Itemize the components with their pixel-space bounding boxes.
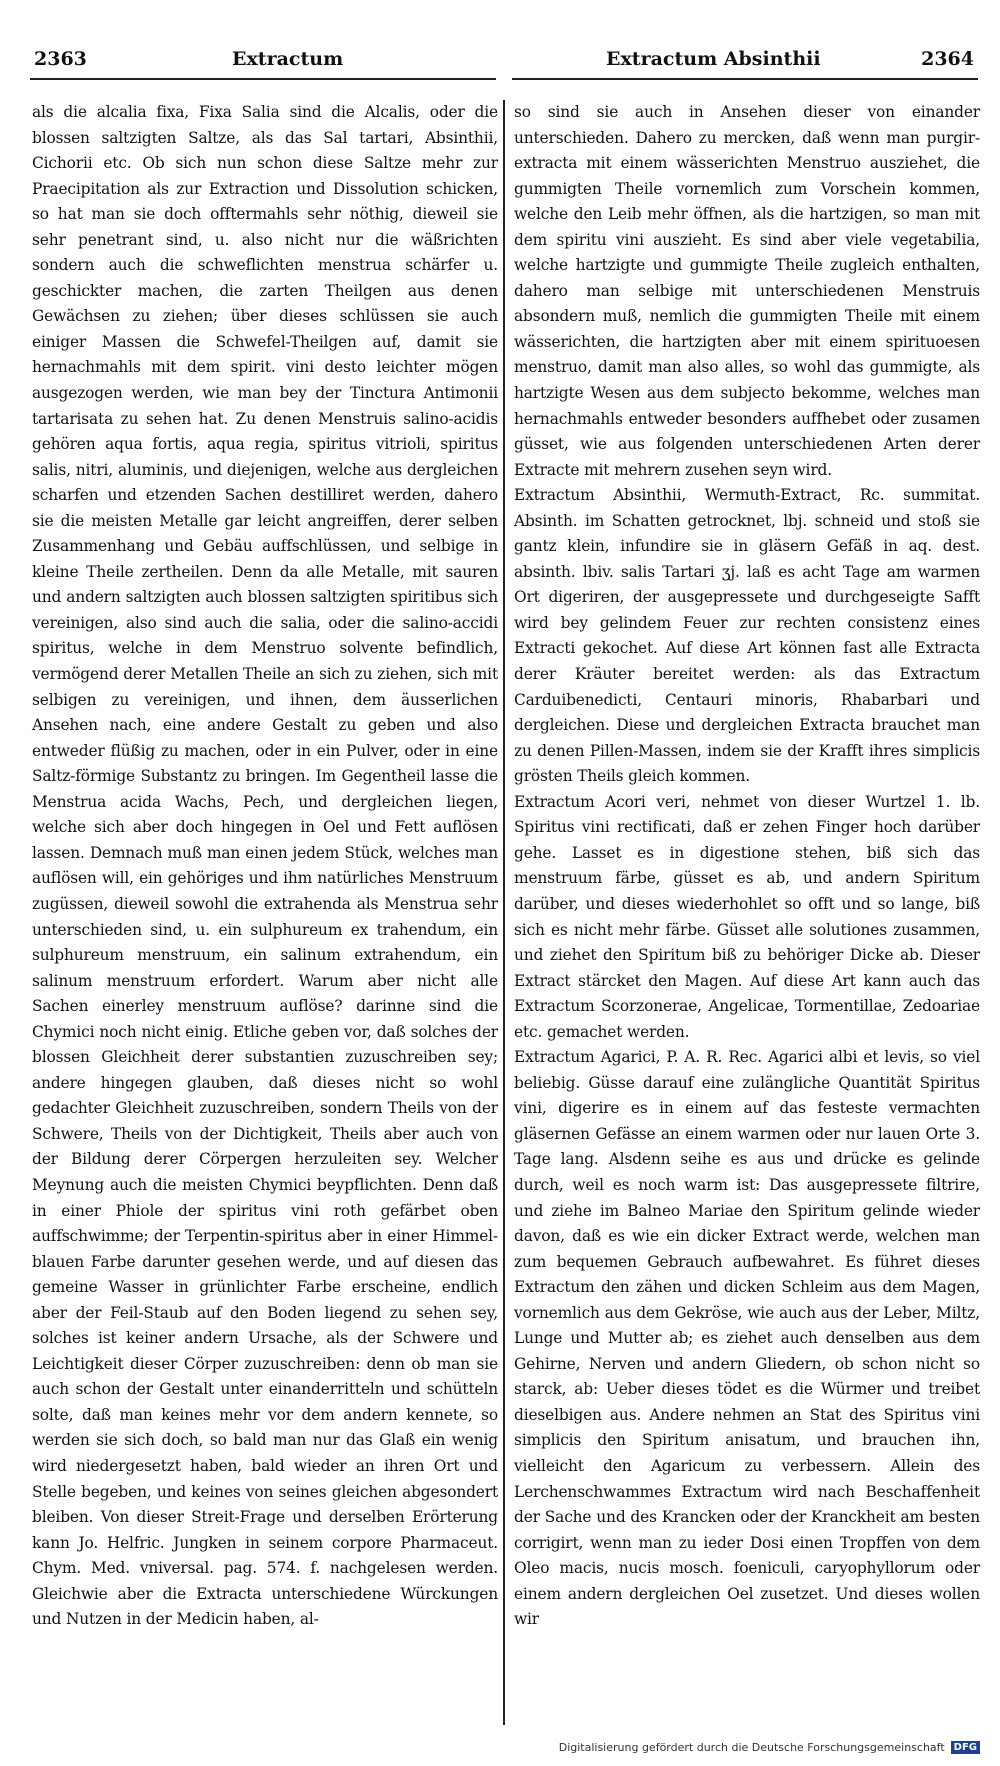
right-paragraph-agarici: Extractum Agarici, P. A. R. Rec. Agarici albi et levis, so viel beliebig. Güsse darauf eine zulängliche Quantität Spiritus vini, digerire es in einem auf das festeste vermachten gläsernen Gefässe an einem warmen oder nur lauen Orte 3. Tage lang. Alsdenn seihe es aus und drücke es gelinde durch, weil es noch warm ist: Das ausgepressete filtrire, und ziehe im Balneo Mariae den Spiritum gelinde wieder davon, daß es wie ein dicker Extract werde, welchen man zum bequemen Gebrauch aufbewahret. Es führet dieses Extractum den zähen und dicken Schleim aus dem Magen, vornemlich aus dem Gekröse, wie auch aus der Leber, Miltz, Lunge und Mutter ab; es ziehet auch denselben aus dem Gehirne, Nerven und andern Gliedern, ob schon nicht so starck, ab: Ueber dieses tödet es die Würmer und treibet dieselbigen aus. Andere nehmen an Stat des Spiritus vini simplicis den Spiritum anisatum, und brauchen ihn, vielleicht den Agaricum zu verbessern. Allein des Lerchenschwammes Extractum wird nach Beschaffenheit der Sache und des Krancken oder der Kranckheit am besten corrigirt, wenn man zu ieder Dosi einen Tropffen von dem Oleo macis, nucis mosch. foeniculi, caryophyllorum oder einem andern dergleichen Oel zusetzet. Und dieses wollen wir (514, 1048, 980, 1629)
right-paragraph-absinthii: Extractum Absinthii, Wermuth-Extract, Rc. summitat. Absinth. im Schatten getrocknet, lbj. schneid und stoß sie gantz klein, infundire sie in gläsern Gefäß in aq. dest. absinth. lbiv. salis Tartari ʒj. laß es acht Tage am warmen Ort digeriren, der ausgepressete und durchgeseigte Safft wird bey gelindem Feuer zur rechten consistenz eines Extracti gekochet. Auf diese Art können fast alle Extracta derer Kräuter bereitet werden: als das Extractum Carduibenedicti, Centauri minoris, Rhabarbari und dergleichen. Diese und dergleichen Extracta brauchet man zu denen Pillen-Massen, indem sie der Krafft ihres simplicis grösten Theils gleich kommen. (514, 486, 980, 786)
right-page-number: 2364 (921, 48, 974, 70)
left-column-text: als die alcalia fixa, Fixa Salia sind die Alcalis, oder die blossen saltzigten Saltze, als das Sal tartari, Absinthii, Cichorii etc. Ob sich nun schon diese Saltze mehr zur Praecipitation als zur Extraction und Dissolution schicken, so hat man sie doch offtermahls sehr nöthig, dieweil sie sehr penetrant sind, u. also nicht nur die wäßrichten sondern auch die schweflichten menstrua schärfer u. geschickter machen, die zarten Theilgen aus denen Gewächsen zu ziehen; über dieses schlüssen sie auch einiger Massen die Schwefel-Theilgen auf, damit sie hernachmahls mit dem spirit. vini desto leichter mögen ausgezogen werden, wie man bey der Tinctura Antimonii tartarisata zu sehen hat. Zu denen Menstruis salino-acidis gehören aqua fortis, aqua regia, spiritus vitrioli, spiritus salis, nitri, aluminis, und diejenigen, welche aus dergleichen scharfen und etzenden Sachen destilliret werden, dahero sie die meisten Metalle gar leicht angreiffen, derer selben Zusammenhang und Gebäu auffschlüssen, und selbige in kleine Theile zertheilen. Denn da alle Metalle, mit sauren und andern saltzigten auch blossen saltzigten spiritibus sich vereinigen, also sind auch die salia, oder die salino-accidi spiritus, welche in dem Menstruo solvente befindlich, vermögend derer Metallen Theile an sich zu ziehen, sich mit selbigen zu vereinigen, und ihnen, dem äusserlichen Ansehen nach, eine andere Gestalt zu geben und also entweder flüßig zu machen, oder in ein Pulver, oder in eine Saltz-förmige Substantz zu bringen. Im Gegentheil lasse die Menstrua acida Wachs, Pech, und dergleichen liegen, welche sich aber doch hingegen in Oel und Fett auflösen lassen. Demnach muß man einen jedem Stück, welches man auflösen will, ein gehöriges und ihm natürliches Menstruum zugüssen, dieweil sowohl die extrahenda als Menstrua sehr unterschieden sind, u. ein sulphureum ex trahendum, ein sulphureum menstruum, ein salinum extrahendum, ein salinum menstruum erfordert. Warum aber nicht alle Sachen einerley menstruum auflöse? darinne sind die Chymici noch nicht einig. Etliche geben vor, daß solches der blossen Gleichheit derer substantien zuzuschreiben sey; andere hingegen glauben, daß dieses nicht so wohl gedachter Gleichheit zuzuschreiben, sondern Theils von der Schwere, Theils von der Dichtigkeit, Theils aber auch von der Bildung derer Cörpergen herzuleiten sey. Welcher Meynung auch die meisten Chymici beypflichten. Denn daß in einer Phiole der spiritus vini roth gefärbet oben auffschwimme; der Terpentin-spiritus aber in einer Himmel-blauen Farbe darunter gesehen werde, und auf diesen das gemeine Wasser in grünlichter Farbe erscheine, endlich aber der Feil-Staub auf den Boden liegend zu sehen sey, solches ist keiner andern Ursache, als der Schwere und Leichtigkeit dieser Cörper zuzuschreiben: denn ob man sie auch schon der Gestalt unter einanderritteln und schütteln solte, daß man keines mehr vor dem andern kennete, so werden sie sich doch, so bald man nur das Glaß ein wenig wird niedergesetzt haben, bald wieder an ihren Ort und Stelle begeben, und keines von seines gleichen abgesondert bleiben. Von dieser Streit-Frage und derselben Erörterung kann Jo. Helfric. Jungken in seinem corpore Pharmaceut. Chym. Med. vniversal. pag. 574. f. nachgelesen werden. Gleichwie aber die Extracta unterschiedene Würckungen und Nutzen in der Medicin haben, al- (32, 103, 498, 1629)
left-page-number: 2363 (34, 48, 87, 70)
left-column (32, 100, 498, 1633)
dfg-logo: DFG (951, 1741, 980, 1754)
header-rule-right (512, 78, 978, 80)
page-header (0, 48, 1000, 84)
left-running-title: Extractum (232, 48, 344, 70)
header-rule-left (30, 78, 496, 80)
right-column (514, 100, 980, 1633)
digitization-footer (559, 1741, 980, 1754)
right-paragraph-1: so sind sie auch in Ansehen dieser von einander unterschieden. Dahero zu mercken, daß wenn man purgir-extracta mit einem wässerichten Menstruo ausziehet, die gummigten Theile vornemlich zum Vorschein kommen, welche den Leib mehr öffnen, als die hartzigen, so man mit dem spiritu vini auszieht. Es sind aber viele vegetabilia, welche hartzigte und gummigte Theile zugleich enthalten, dahero man selbige mit unterschiedenen Menstruis absondern muß, nemlich die gummigten Theile mit einem wässerichten, die hartzigten aber mit einem spirituoesen menstruo, damit man also alles, so wohl das gummigte, als hartzigte Wesen aus dem subjecto bekomme, welches man hernachmahls entweder besonders auffhebet oder zusamen güsset, wie aus folgenden unterschiedenen Arten derer Extracte mit mehrern zusehen seyn wird. (514, 103, 980, 479)
column-divider (503, 100, 505, 1725)
right-running-title: Extractum Absinthii (606, 48, 821, 70)
right-paragraph-acori: Extractum Acori veri, nehmet von dieser Wurtzel 1. lb. Spiritus vini rectificati, daß er zehen Finger hoch darüber gehe. Lasset es in digestione stehen, biß sich das menstruum färbe, güsset es ab, und andern Spiritum darüber, und dieses wiederhohlet so offt und so lange, biß sich es nicht mehr färbe. Güsset alle solutiones zusammen, und ziehet den Spiritum biß zu behöriger Dicke ab. Dieser Extract stärcket den Magen. Auf diese Art kann auch das Extractum Scorzonerae, Angelicae, Tormentillae, Zedoariae etc. gemachet werden. (514, 792, 980, 1041)
footer-credit: Digitalisierung gefördert durch die Deutsche Forschungsgemeinschaft (558, 1741, 945, 1754)
